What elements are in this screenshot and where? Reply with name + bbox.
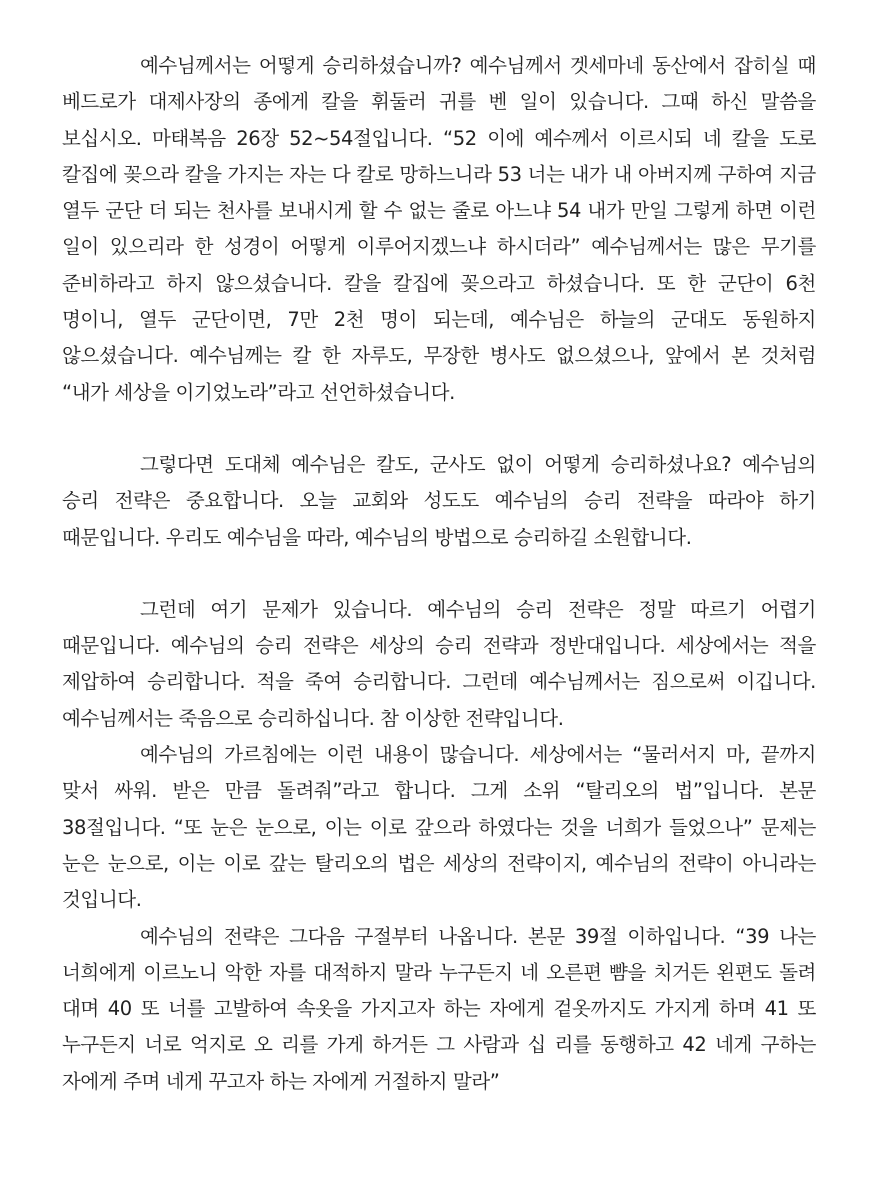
paragraph-2: 그렇다면 도대체 예수님은 칼도, 군사도 없이 어떻게 승리하셨나요? 예수님의 승리 전략은 중요합니다. 오늘 교회와 성도도 예수님의 승리 전략을 따라야 하기 때문입니다. 우리도 예수님을 따라, 예수님의 방법으로 승리하길 소원합니다. bbox=[62, 452, 816, 549]
paragraph-1: 예수님께서는 어떻게 승리하셨습니까? 예수님께서 겟세마네 동산에서 잡히실 때 베드로가 대제사장의 종에게 칼을 휘둘러 귀를 벤 일이 있습니다. 그때 하신 말씀을 보십시오. 마태복음 26장 52~54절입니다. “52 이에 예수께서 이르시되 네 칼을 도로 칼집에 꽂으라 칼을 가지는 자는 다 칼로 망하느니라 53 너는 내가 내 아버지께 구하여 지금 열두 군단 더 되는 천사를 보내시게 할 수 없는 줄로 아느냐 54 내가 만일 그렇게 하면 이런 일이 있으리라 한 성경이 어떻게 이루어지겠느냐 하시더라” 예수님께서는 많은 무기를 준비하라고 하지 않으셨습니다. 칼을 칼집에 꽂으라고 하셨습니다. 또 한 군단이 6천 명이니, 열두 군단이면, 7만 2천 명이 되는데, 예수님은 하늘의 군대도 동원하지 않으셨습니다. 예수님께는 칼 한 자루도, 무장한 병사도 없으셨으나, 앞에서 본 것처럼 “내가 세상을 이기었노라”라고 선언하셨습니다. bbox=[62, 54, 816, 404]
document-body bbox=[62, 48, 816, 1100]
paragraph-5: 예수님의 전략은 그다음 구절부터 나옵니다. 본문 39절 이하입니다. “39 나는 너희에게 이르노니 악한 자를 대적하지 말라 누구든지 네 오른편 뺨을 치거든 왼편도 돌려 대며 40 또 너를 고발하여 속옷을 가지고자 하는 자에게 겉옷까지도 가지게 하며 41 또 누구든지 너로 억지로 오 리를 가게 하거든 그 사람과 십 리를 동행하고 42 네게 구하는 자에게 주며 네게 꾸고자 하는 자에게 거절하지 말라” bbox=[62, 924, 816, 1093]
paragraph-3: 그런데 여기 문제가 있습니다. 예수님의 승리 전략은 정말 따르기 어렵기 때문입니다. 예수님의 승리 전략은 세상의 승리 전략과 정반대입니다. 세상에서는 적을 제압하여 승리합니다. 적을 죽여 승리합니다. 그런데 예수님께서는 짐으로써 이깁니다. 예수님께서는 죽음으로 승리하십니다. 참 이상한 전략입니다. bbox=[62, 597, 816, 730]
paragraph-4: 예수님의 가르침에는 이런 내용이 많습니다. 세상에서는 “물러서지 마, 끝까지 맞서 싸워. 받은 만큼 돌려줘”라고 합니다. 그게 소위 “탈리오의 법”입니다. 본문 38절입니다. “또 눈은 눈으로, 이는 이로 갚으라 하였다는 것을 너희가 들었으나” 문제는 눈은 눈으로, 이는 이로 갚는 탈리오의 법은 세상의 전략이지, 예수님의 전략이 아니라는 것입니다. bbox=[62, 743, 816, 912]
